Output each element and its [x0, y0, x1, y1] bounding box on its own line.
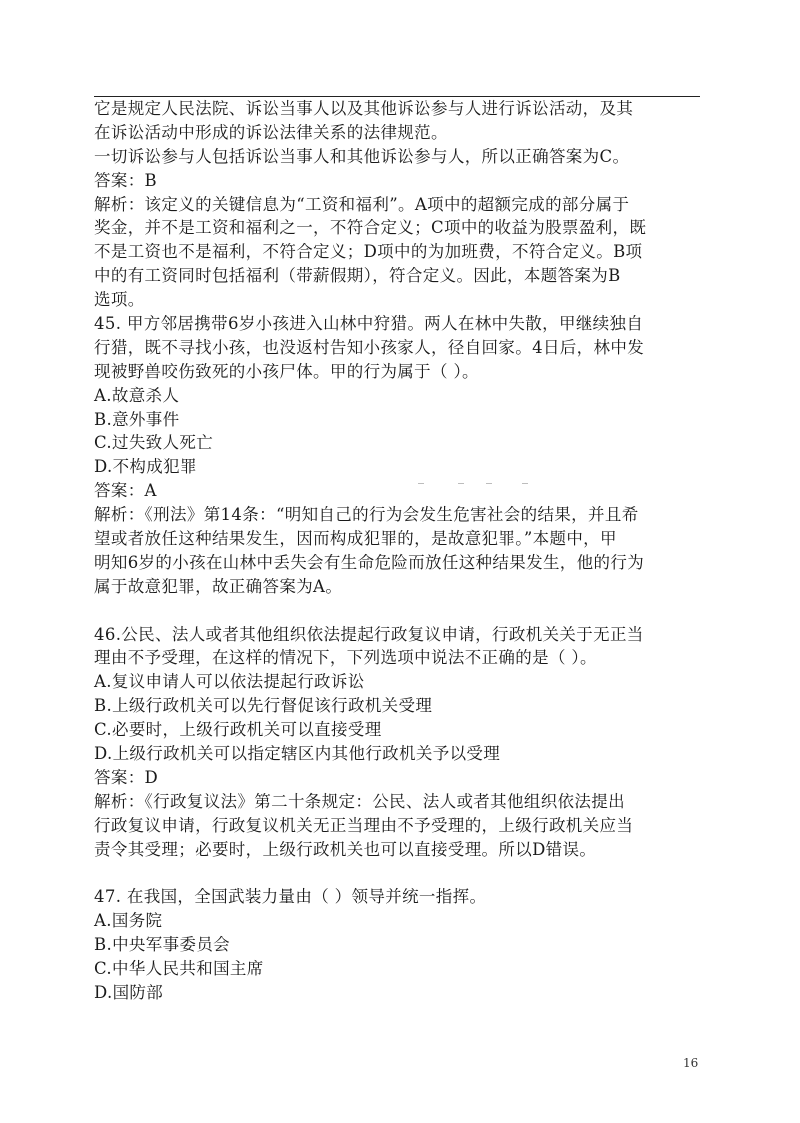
paragraph-gap: [94, 599, 724, 623]
explanation-line: 明知6岁的小孩在山林中丢失会有生命危险而放任这种结果发生，他的行为: [94, 552, 645, 572]
text-line: 它是规定人民法院、诉讼当事人以及其他诉讼参与人进行诉讼活动，及其: [94, 99, 634, 118]
option-c: C.中华人民共和国主席: [94, 959, 264, 979]
paragraph-gap: [94, 862, 724, 886]
explanation-line: 属于故意犯罪，故正确答案为A。: [94, 576, 343, 596]
option-a: A.故意杀人: [94, 385, 180, 405]
explanation-line: 责令其受理；必要时，上级行政机关也可以直接受理。所以D错误。: [94, 839, 597, 859]
option-b: B.上级行政机关可以先行督促该行政机关受理: [94, 696, 433, 716]
answer-line: 答案：D: [94, 767, 159, 787]
explanation-line: 行政复议申请，行政复议机关无正当理由不予受理的，上级行政机关应当: [94, 815, 634, 835]
explanation-line: 选项。: [94, 290, 145, 310]
option-b: B.中央军事委员会: [94, 935, 231, 955]
option-b: B.意外事件: [94, 409, 180, 429]
question-46-text: 理由不予受理，在这样的情况下，下列选项中说法不正确的是（ ）。: [94, 648, 597, 668]
option-a: A.复议申请人可以依法提起行政诉讼: [94, 672, 365, 692]
explanation-line: 解析：《行政复议法》第二十条规定：公民、法人或者其他组织依法提出: [94, 791, 625, 811]
option-a: A.国务院: [94, 911, 163, 931]
option-d: D.上级行政机关可以指定辖区内其他行政机关予以受理: [94, 744, 501, 764]
question-45-text: 行猎，既不寻找小孩，也没返村告知小孩家人，径自回家。4日后，林中发: [94, 337, 645, 357]
answer-line: 答案：A: [94, 481, 157, 501]
text-line: 在诉讼活动中形成的诉讼法律关系的法律规范。: [94, 122, 448, 142]
document-body: [94, 97, 724, 1005]
text-line: 一切诉讼参与人包括诉讼当事人和其他诉讼参与人，所以正确答案为C。: [94, 146, 630, 166]
explanation-line: 奖金，并不是工资和福利之一，不符合定义；C项中的收益为股票盈利，既: [94, 218, 647, 238]
answer-line: 答案：B: [94, 170, 158, 190]
option-c: C.必要时，上级行政机关可以直接受理: [94, 720, 382, 740]
explanation-line: 望或者放任这种结果发生，因而构成犯罪的，是故意犯罪。”本题中，甲: [94, 529, 617, 549]
question-45-text: 现被野兽咬伤致死的小孩尸体。甲的行为属于（ ）。: [94, 361, 479, 381]
explanation-line: 解析：《刑法》第14条：“明知自己的行为会发生危害社会的结果，并且希: [94, 505, 639, 525]
explanation-line: 中的有工资同时包括福利（带薪假期），符合定义。因此，本题答案为B: [94, 266, 621, 286]
option-d: D.不构成犯罪: [94, 457, 197, 477]
scan-artifact-dots: [418, 481, 538, 487]
question-45-text: 45. 甲方邻居携带6岁小孩进入山林中狩猎。两人在林中失散，甲继续独自: [94, 314, 644, 334]
question-47-text: 47. 在我国，全国武装力量由（ ）领导并统一指挥。: [94, 887, 487, 907]
option-d: D.国防部: [94, 982, 164, 1002]
explanation-line: 解析：该定义的关键信息为“工资和福利”。A项中的超额完成的部分属于: [94, 194, 630, 214]
option-c: C.过失致人死亡: [94, 433, 214, 453]
page-number: 16: [683, 1056, 699, 1070]
question-46-text: 46.公民、法人或者其他组织依法提起行政复议申请，行政机关关于无正当: [94, 624, 644, 644]
explanation-line: 不是工资也不是福利，不符合定义；D项中的为加班费，不符合定义。B项: [94, 242, 643, 262]
